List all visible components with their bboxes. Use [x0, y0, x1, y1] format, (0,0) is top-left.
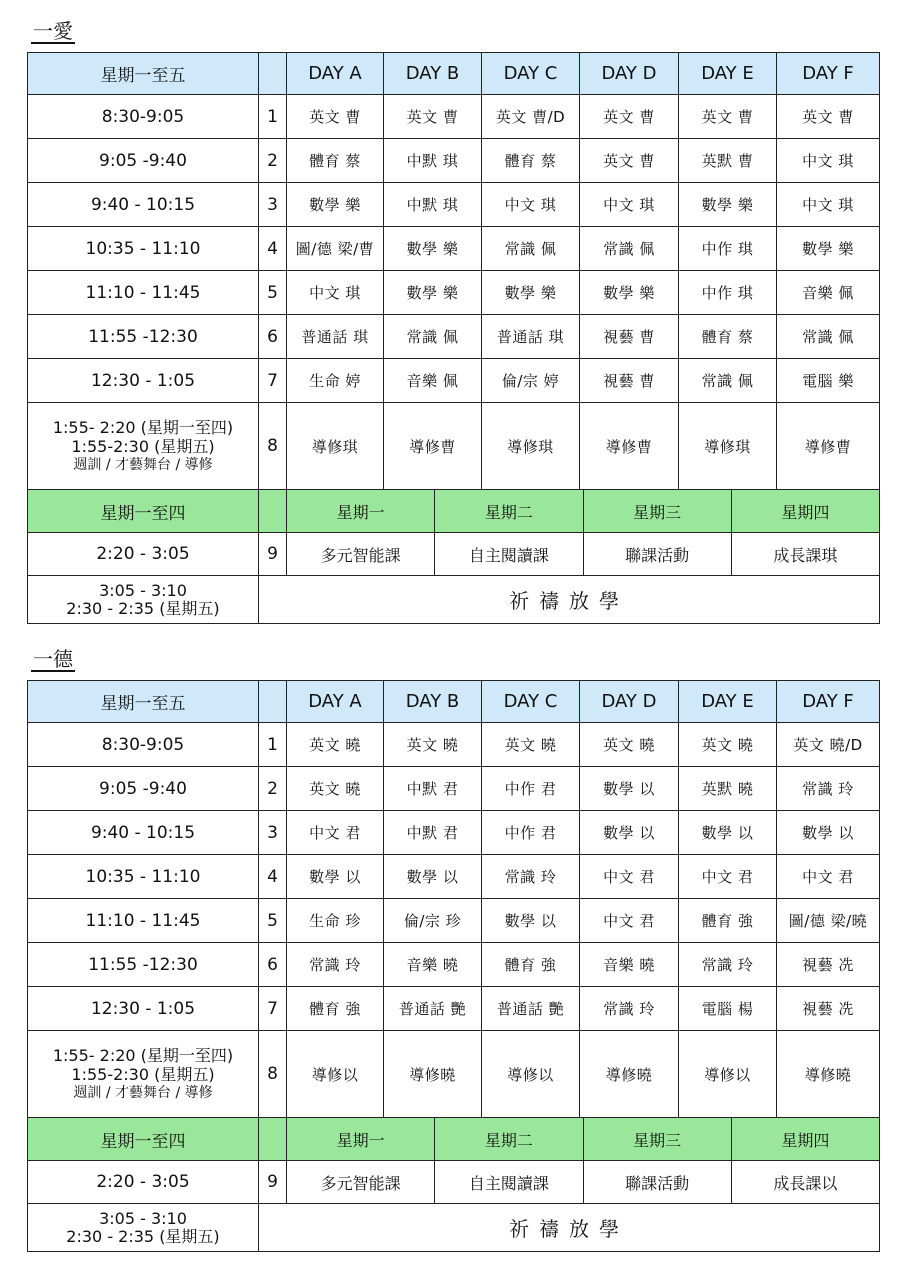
period-number: 2 — [259, 767, 287, 811]
timetable — [27, 680, 880, 1252]
dismissal-row — [28, 1204, 880, 1252]
subject-cell: 常識 佩 — [482, 227, 580, 271]
day-header-cell: DAY D — [580, 53, 679, 95]
subject-cell: 數學 以 — [580, 767, 679, 811]
time-line: 1:55-2:30 (星期五) — [71, 436, 215, 456]
time-line: 1:55- 2:20 (星期一至四) — [52, 417, 234, 437]
subject-cell: 英文 曉/D — [777, 723, 880, 767]
subject-cell: 英文 曹 — [287, 95, 384, 139]
subject-cell: 數學 以 — [777, 811, 880, 855]
day-header-cell: DAY F — [777, 53, 880, 95]
day-header-cell: DAY C — [482, 53, 580, 95]
subject-cell: 中文 琪 — [580, 183, 679, 227]
period-number-header — [259, 490, 287, 533]
day-header-cell: DAY A — [287, 53, 384, 95]
subject-cell: 數學 以 — [384, 855, 482, 899]
subject-cell: 數學 樂 — [287, 183, 384, 227]
subject-cell: 常識 玲 — [679, 943, 777, 987]
subject-cell: 英文 曉 — [482, 723, 580, 767]
subject-cell: 中文 君 — [580, 899, 679, 943]
subject-cell: 普通話 艷 — [384, 987, 482, 1031]
period-number: 7 — [259, 359, 287, 403]
period-number: 2 — [259, 139, 287, 183]
period-number-header — [259, 681, 287, 723]
period-number: 6 — [259, 943, 287, 987]
subject-cell: 視藝 曹 — [580, 315, 679, 359]
subject-cell: 英文 曉 — [679, 723, 777, 767]
period-number: 9 — [259, 1161, 287, 1204]
period-row — [28, 533, 880, 576]
weekday-range-label: 星期一至五 — [28, 681, 259, 723]
subject-cell: 導修曹 — [580, 403, 679, 490]
period-number: 8 — [259, 1031, 287, 1118]
timetable — [27, 52, 880, 624]
subject-cell: 導修以 — [482, 1031, 580, 1118]
period-number: 5 — [259, 899, 287, 943]
subject-cell: 音樂 曉 — [384, 943, 482, 987]
day-header-cell: DAY C — [482, 681, 580, 723]
subject-cell: 中文 君 — [777, 855, 880, 899]
day-header-row — [28, 681, 880, 723]
dismissal-row — [28, 576, 880, 624]
subject-cell: 倫/宗 婷 — [482, 359, 580, 403]
subject-cell: 導修曉 — [384, 1031, 482, 1118]
period-time: 9:05 -9:40 — [28, 139, 259, 183]
subject-cell: 數學 樂 — [384, 271, 482, 315]
subject-cell: 常識 佩 — [384, 315, 482, 359]
period-number: 5 — [259, 271, 287, 315]
subject-cell: 數學 以 — [580, 811, 679, 855]
activity-note: 週訓 / 才藝舞台 / 導修 — [73, 1084, 213, 1101]
activity-note: 週訓 / 才藝舞台 / 導修 — [73, 456, 213, 473]
subject-cell: 圖/德 梁/曹 — [287, 227, 384, 271]
subject-cell: 英文 曉 — [287, 723, 384, 767]
period-number: 6 — [259, 315, 287, 359]
activity-cell: 多元智能課 — [287, 1161, 435, 1203]
weekday-range-label: 星期一至四 — [28, 490, 259, 533]
subject-cell: 導修琪 — [287, 403, 384, 490]
subject-cell: 視藝 冼 — [777, 987, 880, 1031]
period-time: 12:30 - 1:05 — [28, 359, 259, 403]
weekday-header-row — [28, 1118, 880, 1161]
subject-cell: 英文 曹/D — [482, 95, 580, 139]
period-number: 4 — [259, 227, 287, 271]
period-row — [28, 227, 880, 271]
subject-cell: 電腦 樂 — [777, 359, 880, 403]
activity-cell: 聯課活動 — [584, 533, 732, 575]
period-number: 9 — [259, 533, 287, 576]
period-time: 2:20 - 3:05 — [28, 1161, 259, 1204]
subject-cell: 中默 琪 — [384, 139, 482, 183]
subject-cell: 數學 樂 — [679, 183, 777, 227]
weekday-range-label: 星期一至四 — [28, 1118, 259, 1161]
subject-cell: 常識 玲 — [482, 855, 580, 899]
period-time: 11:55 -12:30 — [28, 943, 259, 987]
period-row — [28, 271, 880, 315]
activity-cell: 成長課琪 — [773, 545, 838, 565]
subject-cell: 體育 蔡 — [287, 139, 384, 183]
subject-cell: 體育 強 — [482, 943, 580, 987]
weekday-header-group — [287, 1118, 880, 1161]
subject-cell: 數學 樂 — [482, 271, 580, 315]
subject-cell: 音樂 曉 — [580, 943, 679, 987]
subject-cell: 視藝 冼 — [777, 943, 880, 987]
subject-cell: 中默 君 — [384, 811, 482, 855]
weekday-header-cell: 星期三 — [584, 490, 732, 532]
subject-cell: 英文 曹 — [580, 95, 679, 139]
dismissal-label: 祈禱放學 — [259, 1204, 880, 1252]
subject-cell: 體育 強 — [679, 899, 777, 943]
period-time: 11:10 - 11:45 — [28, 271, 259, 315]
period-row — [28, 95, 880, 139]
period-row — [28, 403, 880, 490]
period-number: 1 — [259, 95, 287, 139]
period-row — [28, 811, 880, 855]
period-time: 12:30 - 1:05 — [28, 987, 259, 1031]
activity-cell: 多元智能課 — [287, 533, 435, 575]
subject-cell: 圖/德 梁/曉 — [777, 899, 880, 943]
subject-cell: 生命 珍 — [287, 899, 384, 943]
subject-cell: 英默 曹 — [679, 139, 777, 183]
period-time: 8:30-9:05 — [28, 95, 259, 139]
subject-cell: 中文 君 — [679, 855, 777, 899]
period-number: 7 — [259, 987, 287, 1031]
subject-cell: 數學 樂 — [384, 227, 482, 271]
period-row — [28, 359, 880, 403]
activity-cell: 自主閱讀課 — [435, 533, 583, 575]
subject-cell: 常識 佩 — [777, 315, 880, 359]
dismissal-time — [28, 576, 259, 624]
period-row — [28, 315, 880, 359]
activity-group — [287, 1161, 880, 1204]
subject-cell: 導修曉 — [580, 1031, 679, 1118]
weekday-header-cell: 星期一 — [287, 490, 435, 532]
day-header-cell: DAY B — [384, 681, 482, 723]
subject-cell: 電腦 楊 — [679, 987, 777, 1031]
subject-cell: 數學 以 — [482, 899, 580, 943]
weekday-header-cell: 星期三 — [584, 1118, 732, 1160]
subject-cell: 導修琪 — [679, 403, 777, 490]
subject-cell: 英文 曉 — [384, 723, 482, 767]
day-header-cell: DAY B — [384, 53, 482, 95]
subject-cell: 普通話 琪 — [482, 315, 580, 359]
subject-cell: 生命 婷 — [287, 359, 384, 403]
period-number-header — [259, 1118, 287, 1161]
subject-cell: 數學 樂 — [580, 271, 679, 315]
subject-cell: 視藝 曹 — [580, 359, 679, 403]
subject-cell: 英默 曉 — [679, 767, 777, 811]
subject-cell: 常識 玲 — [580, 987, 679, 1031]
subject-cell: 普通話 琪 — [287, 315, 384, 359]
day-header-row — [28, 53, 880, 95]
period-time: 9:40 - 10:15 — [28, 183, 259, 227]
period-number: 1 — [259, 723, 287, 767]
subject-cell: 導修曉 — [777, 1031, 880, 1118]
class-name-heading: 一德 — [33, 647, 73, 671]
time-line: 2:30 - 2:35 (星期五) — [66, 598, 220, 618]
subject-cell: 英文 曉 — [287, 767, 384, 811]
subject-cell: 英文 曉 — [580, 723, 679, 767]
period-number: 3 — [259, 811, 287, 855]
time-line: 3:05 - 3:10 — [99, 1208, 187, 1228]
subject-cell: 中作 琪 — [679, 227, 777, 271]
period-time: 10:35 - 11:10 — [28, 855, 259, 899]
dismissal-time — [28, 1204, 259, 1252]
subject-cell: 英文 曹 — [679, 95, 777, 139]
weekday-header-row — [28, 490, 880, 533]
period-row — [28, 855, 880, 899]
day-header-cell: DAY E — [679, 681, 777, 723]
period-time: 9:40 - 10:15 — [28, 811, 259, 855]
period-time: 11:10 - 11:45 — [28, 899, 259, 943]
activity-cell: 成長課以 — [773, 1173, 838, 1193]
period-number: 4 — [259, 855, 287, 899]
subject-cell: 音樂 佩 — [384, 359, 482, 403]
subject-cell: 常識 佩 — [580, 227, 679, 271]
activity-cell: 聯課活動 — [584, 1161, 732, 1203]
period-number: 3 — [259, 183, 287, 227]
subject-cell: 中文 琪 — [777, 139, 880, 183]
subject-cell: 中作 君 — [482, 767, 580, 811]
activity-group — [287, 533, 880, 576]
period-number: 8 — [259, 403, 287, 490]
period-row — [28, 139, 880, 183]
period-time: 9:05 -9:40 — [28, 767, 259, 811]
weekday-header-cell: 星期一 — [287, 1118, 435, 1160]
time-line: 1:55- 2:20 (星期一至四) — [52, 1045, 234, 1065]
period-row — [28, 899, 880, 943]
subject-cell: 體育 蔡 — [679, 315, 777, 359]
subject-cell: 中文 君 — [287, 811, 384, 855]
subject-cell: 數學 樂 — [777, 227, 880, 271]
period-row — [28, 1161, 880, 1204]
subject-cell: 中作 君 — [482, 811, 580, 855]
subject-cell: 中文 琪 — [287, 271, 384, 315]
subject-cell: 音樂 佩 — [777, 271, 880, 315]
subject-cell: 英文 曹 — [777, 95, 880, 139]
weekday-header-cell: 星期四 — [781, 1130, 830, 1150]
period-row — [28, 1031, 880, 1118]
subject-cell: 導修以 — [679, 1031, 777, 1118]
subject-cell: 倫/宗 珍 — [384, 899, 482, 943]
period-number-header — [259, 53, 287, 95]
subject-cell: 導修曹 — [384, 403, 482, 490]
weekday-header-cell: 星期四 — [781, 502, 830, 522]
weekday-header-cell: 星期二 — [435, 490, 583, 532]
period-row — [28, 767, 880, 811]
subject-cell: 數學 以 — [679, 811, 777, 855]
subject-cell: 導修曹 — [777, 403, 880, 490]
subject-cell: 常識 佩 — [679, 359, 777, 403]
subject-cell: 中文 琪 — [777, 183, 880, 227]
period-row — [28, 943, 880, 987]
subject-cell: 英文 曹 — [580, 139, 679, 183]
subject-cell: 導修琪 — [482, 403, 580, 490]
period-row — [28, 723, 880, 767]
subject-cell: 中文 琪 — [482, 183, 580, 227]
dismissal-label: 祈禱放學 — [259, 576, 880, 624]
class-name-heading: 一愛 — [33, 19, 73, 43]
subject-cell: 常識 玲 — [287, 943, 384, 987]
day-header-cell: DAY F — [777, 681, 880, 723]
weekday-range-label: 星期一至五 — [28, 53, 259, 95]
weekday-header-group — [287, 490, 880, 533]
period-row — [28, 987, 880, 1031]
period-time — [28, 1031, 259, 1118]
period-time: 8:30-9:05 — [28, 723, 259, 767]
activity-cell: 自主閱讀課 — [435, 1161, 583, 1203]
period-time: 2:20 - 3:05 — [28, 533, 259, 576]
subject-cell: 中作 琪 — [679, 271, 777, 315]
subject-cell: 中默 琪 — [384, 183, 482, 227]
time-line: 1:55-2:30 (星期五) — [71, 1064, 215, 1084]
weekday-header-cell: 星期二 — [435, 1118, 583, 1160]
subject-cell: 體育 蔡 — [482, 139, 580, 183]
time-line: 2:30 - 2:35 (星期五) — [66, 1226, 220, 1246]
subject-cell: 數學 以 — [287, 855, 384, 899]
day-header-cell: DAY E — [679, 53, 777, 95]
day-header-cell: DAY D — [580, 681, 679, 723]
subject-cell: 常識 玲 — [777, 767, 880, 811]
time-line: 3:05 - 3:10 — [99, 580, 187, 600]
period-time — [28, 403, 259, 490]
subject-cell: 普通話 艷 — [482, 987, 580, 1031]
subject-cell: 中文 君 — [580, 855, 679, 899]
subject-cell: 導修以 — [287, 1031, 384, 1118]
subject-cell: 中默 君 — [384, 767, 482, 811]
period-row — [28, 183, 880, 227]
day-header-cell: DAY A — [287, 681, 384, 723]
subject-cell: 體育 強 — [287, 987, 384, 1031]
subject-cell: 英文 曹 — [384, 95, 482, 139]
period-time: 11:55 -12:30 — [28, 315, 259, 359]
period-time: 10:35 - 11:10 — [28, 227, 259, 271]
